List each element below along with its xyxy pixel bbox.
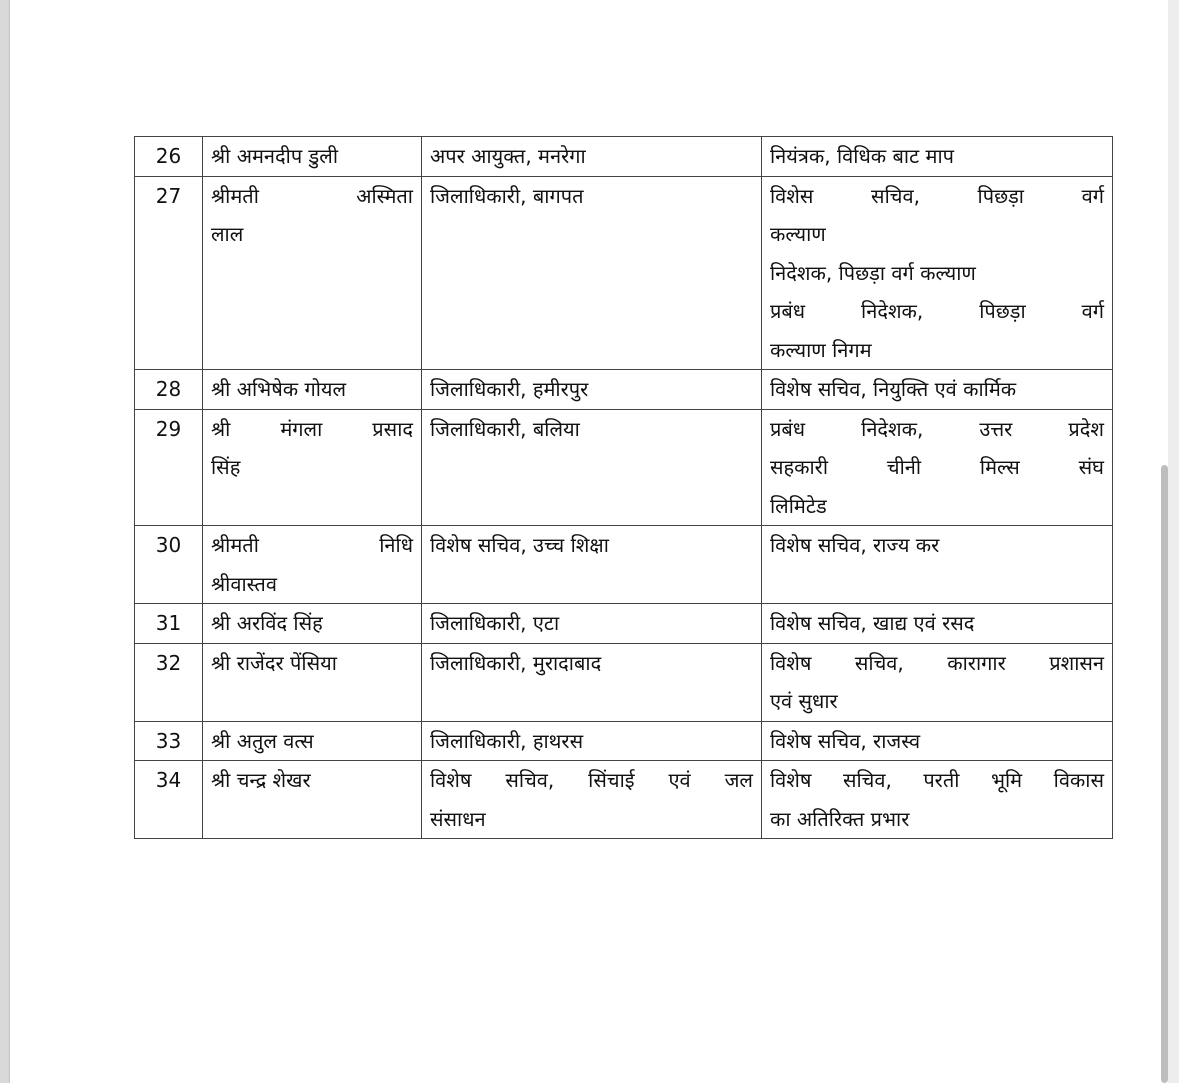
- cell-text-line: विशेस सचिव, पिछड़ा वर्ग: [770, 183, 1104, 208]
- current-post-cell: [422, 176, 762, 370]
- table-body: [135, 137, 1113, 839]
- current-post-cell: [422, 526, 762, 604]
- cell-text-line: श्रीमती निधि: [211, 533, 413, 557]
- cell-text-line: प्रबंध निदेशक, उत्तर प्रदेश: [770, 416, 1104, 441]
- cell-text-line: विशेष सचिव, राज्य कर: [770, 533, 940, 557]
- cell-text-line: एवं सुधार: [770, 689, 838, 713]
- table-row: [135, 761, 1113, 839]
- officer-name-cell: [203, 176, 422, 370]
- cell-text-line: जिलाधिकारी, बागपत: [430, 183, 584, 208]
- cell-text-line: अपर आयुक्त, मनरेगा: [430, 144, 586, 168]
- cell-text-line: श्रीवास्तव: [211, 571, 277, 596]
- new-post-cell: [762, 721, 1113, 761]
- cell-text-line: कल्याण निगम: [770, 337, 872, 362]
- scrollbar-thumb[interactable]: [1161, 465, 1168, 1083]
- table-row: [135, 409, 1113, 526]
- serial-number-cell: 34: [135, 761, 203, 839]
- serial-number-cell: 30: [135, 526, 203, 604]
- officer-name-cell: [203, 643, 422, 721]
- cell-text-line: संसाधन: [430, 806, 486, 831]
- new-post-cell: [762, 137, 1113, 177]
- cell-text-line: श्री मंगला प्रसाद: [211, 416, 413, 441]
- cell-text-line: श्री अरविंद सिंह: [211, 611, 323, 635]
- officer-name-cell: [203, 604, 422, 644]
- cell-text-line: विशेष सचिव, उच्च शिक्षा: [430, 533, 609, 557]
- serial-number-cell: 28: [135, 370, 203, 410]
- current-post-cell: [422, 409, 762, 526]
- new-post-cell: [762, 176, 1113, 370]
- new-post-cell: [762, 370, 1113, 410]
- cell-text-line: का अतिरिक्त प्रभार: [770, 806, 910, 831]
- current-post-cell: [422, 370, 762, 410]
- cell-text-line: सिंह: [211, 455, 241, 479]
- table-row: [135, 176, 1113, 370]
- cell-text-line: नियंत्रक, विधिक बाट माप: [770, 144, 955, 168]
- officer-transfer-table: [134, 136, 1113, 839]
- current-post-cell: [422, 604, 762, 644]
- cell-text-line: जिलाधिकारी, एटा: [430, 611, 560, 635]
- cell-text-line: विशेष सचिव, खाद्य एवं रसद: [770, 611, 975, 635]
- table-row: [135, 721, 1113, 761]
- serial-number-cell: 26: [135, 137, 203, 177]
- serial-number-cell: 27: [135, 176, 203, 370]
- serial-number-cell: 31: [135, 604, 203, 644]
- serial-number-cell: 29: [135, 409, 203, 526]
- cell-text-line: जिलाधिकारी, हमीरपुर: [430, 377, 589, 401]
- new-post-cell: [762, 409, 1113, 526]
- new-post-cell: [762, 526, 1113, 604]
- cell-text-line: विशेष सचिव, सिंचाई एवं जल: [430, 768, 753, 792]
- cell-text-line: श्री चन्द्र शेखर: [211, 768, 311, 792]
- cell-text-line: लिमिटेड: [770, 493, 827, 518]
- officer-name-cell: [203, 137, 422, 177]
- serial-number-cell: 33: [135, 721, 203, 761]
- cell-text-line: जिलाधिकारी, मुरादाबाद: [430, 650, 602, 675]
- new-post-cell: [762, 643, 1113, 721]
- officer-name-cell: [203, 721, 422, 761]
- cell-text-line: जिलाधिकारी, हाथरस: [430, 728, 584, 753]
- serial-number-cell: 32: [135, 643, 203, 721]
- current-post-cell: [422, 137, 762, 177]
- cell-text-line: कल्याण: [770, 222, 826, 246]
- cell-text-line: प्रबंध निदेशक, पिछड़ा वर्ग: [770, 299, 1104, 323]
- table-row: [135, 137, 1113, 177]
- cell-text-line: विशेष सचिव, नियुक्ति एवं कार्मिक: [770, 377, 1017, 401]
- cell-text-line: लाल: [211, 222, 244, 246]
- cell-text-line: श्री अतुल वत्स: [211, 728, 314, 753]
- new-post-cell: [762, 761, 1113, 839]
- cell-text-line: श्री राजेंदर पेंसिया: [211, 650, 337, 675]
- cell-text-line: निदेशक, पिछड़ा वर्ग कल्याण: [770, 260, 976, 285]
- scrollbar-track[interactable]: [1168, 0, 1179, 1083]
- current-post-cell: [422, 643, 762, 721]
- table-row: [135, 370, 1113, 410]
- table-row: [135, 643, 1113, 721]
- cell-text-line: विशेष सचिव, कारागार प्रशासन: [770, 650, 1104, 675]
- officer-name-cell: [203, 526, 422, 604]
- table-row: [135, 604, 1113, 644]
- cell-text-line: श्रीमती अस्मिता: [211, 183, 413, 208]
- current-post-cell: [422, 761, 762, 839]
- cell-text-line: श्री अमनदीप डुली: [211, 144, 338, 168]
- officer-name-cell: [203, 370, 422, 410]
- cell-text-line: विशेष सचिव, राजस्व: [770, 728, 921, 753]
- table-row: [135, 526, 1113, 604]
- cell-text-line: सहकारी चीनी मिल्स संघ: [770, 455, 1104, 479]
- current-post-cell: [422, 721, 762, 761]
- cell-text-line: श्री अभिषेक गोयल: [211, 377, 347, 401]
- officer-name-cell: [203, 761, 422, 839]
- cell-text-line: विशेष सचिव, परती भूमि विकास: [770, 768, 1104, 792]
- cell-text-line: जिलाधिकारी, बलिया: [430, 416, 580, 441]
- new-post-cell: [762, 604, 1113, 644]
- officer-name-cell: [203, 409, 422, 526]
